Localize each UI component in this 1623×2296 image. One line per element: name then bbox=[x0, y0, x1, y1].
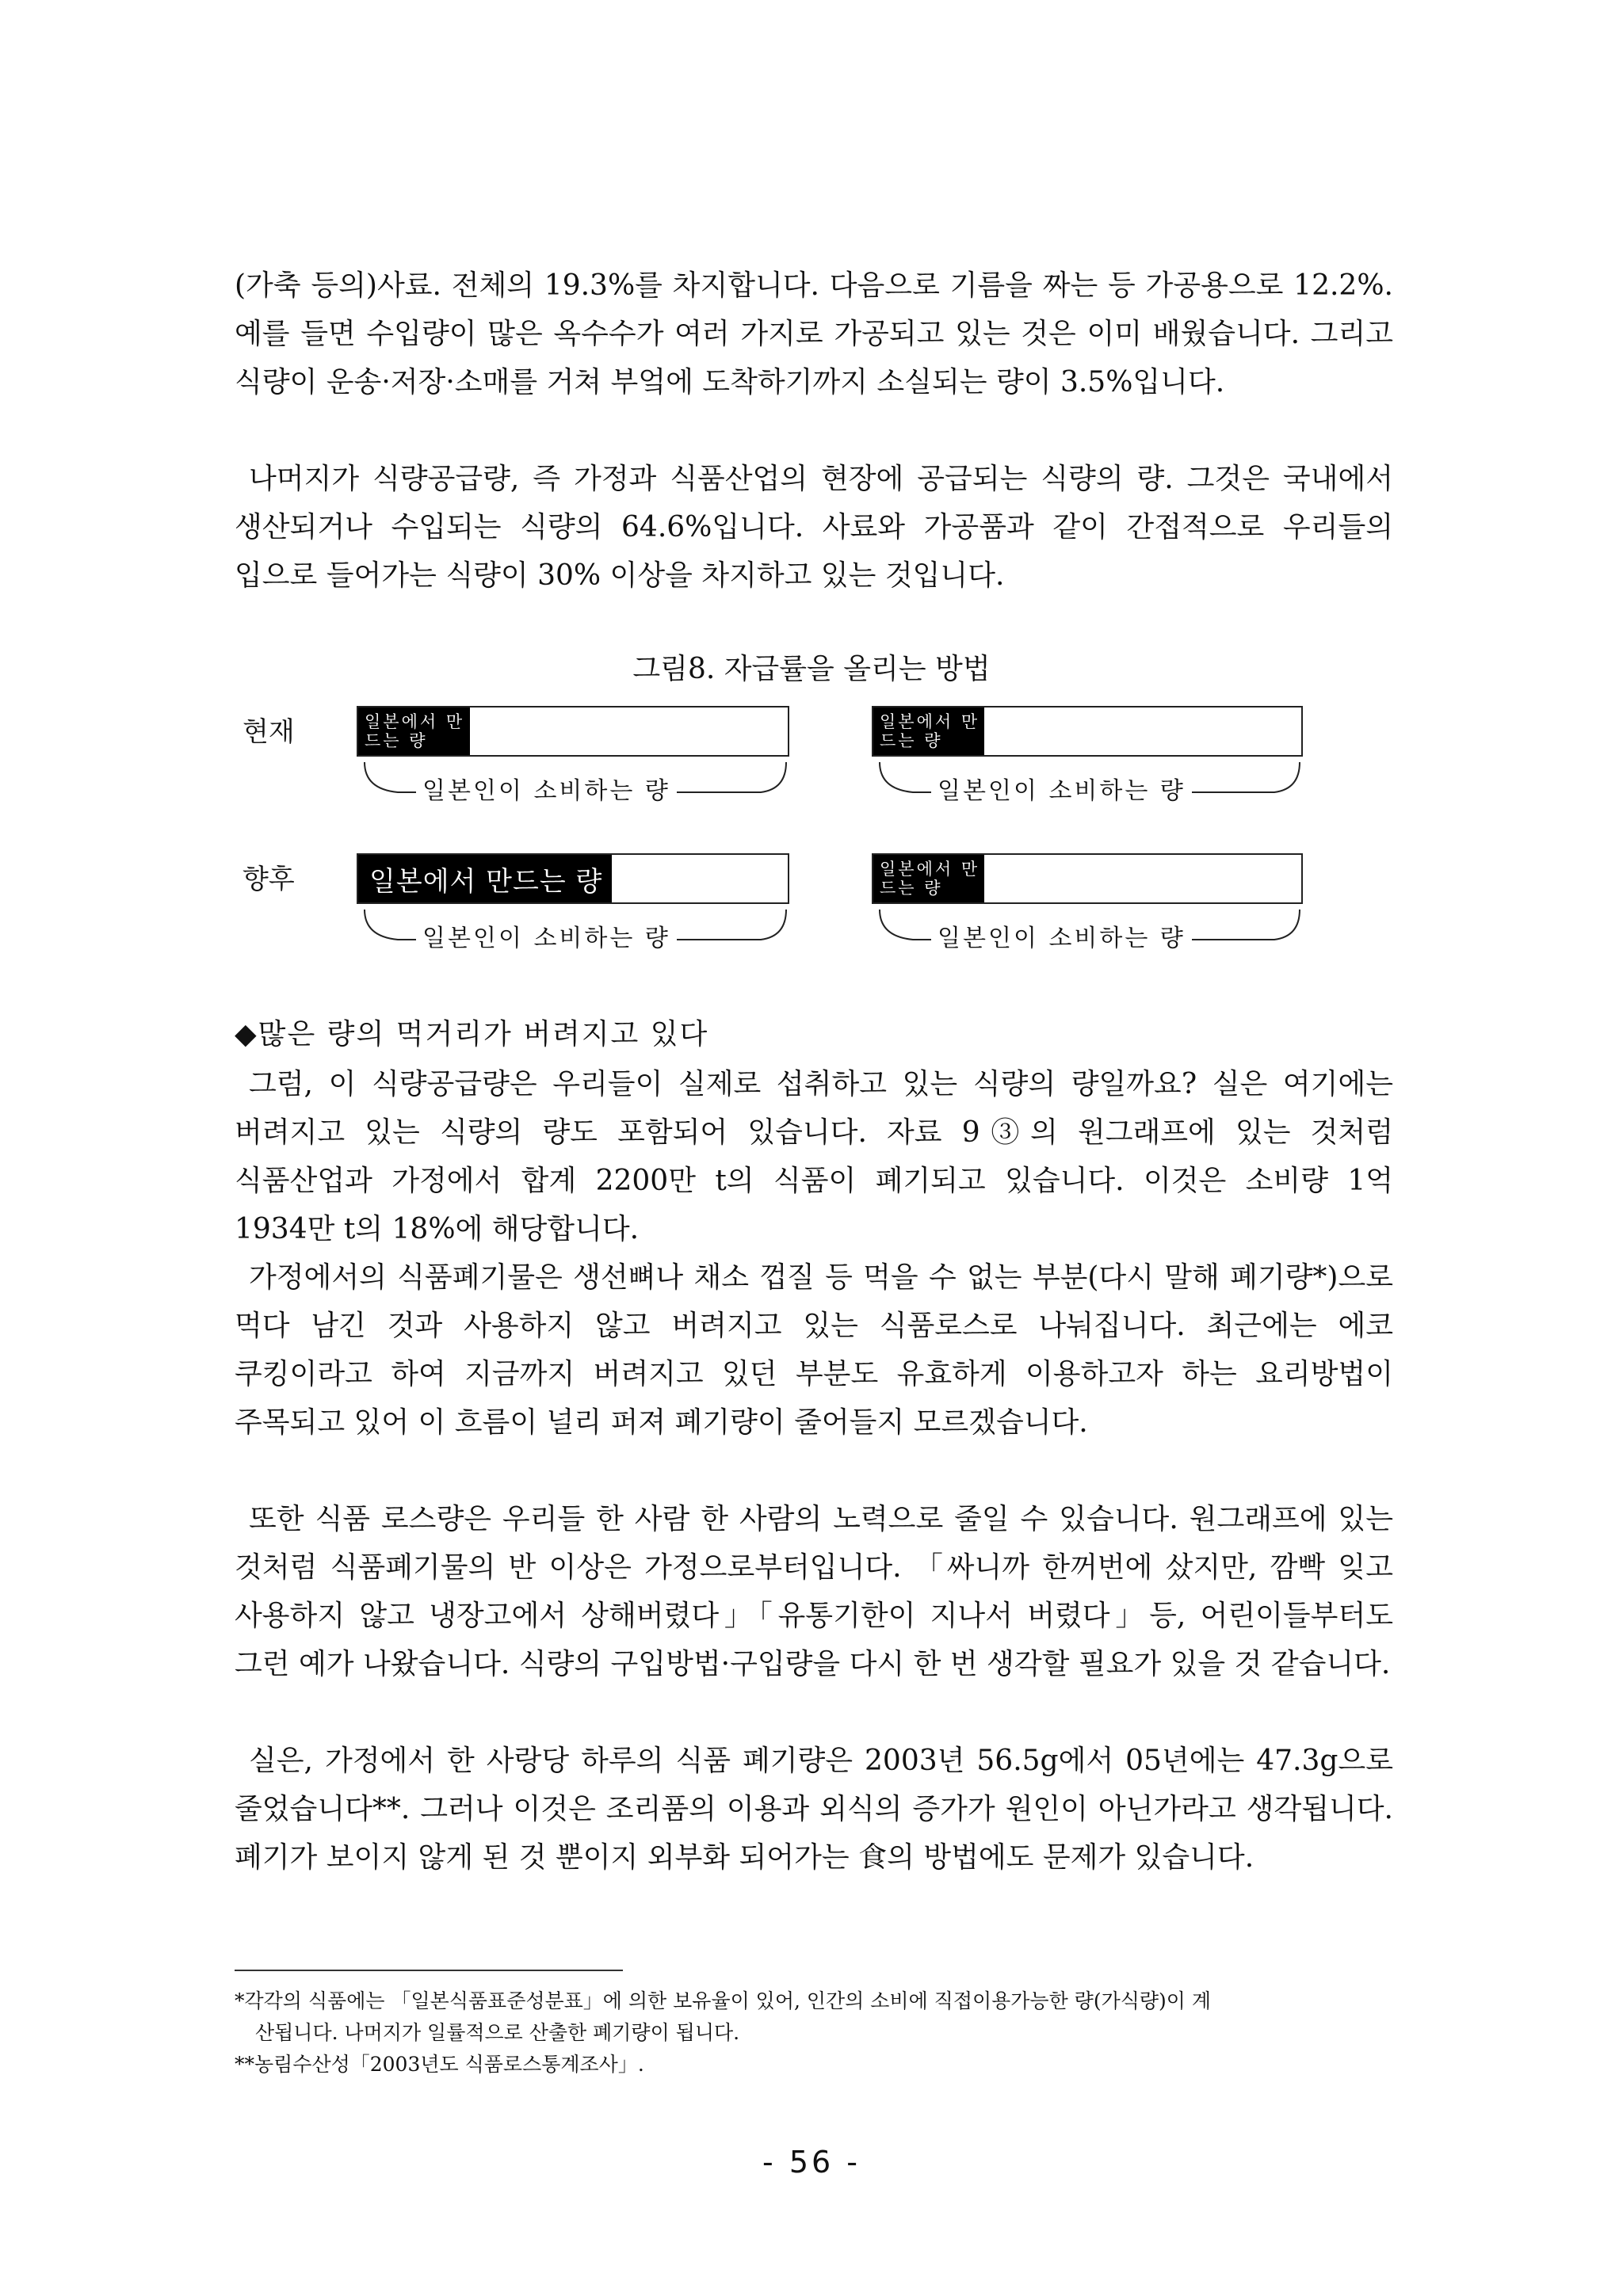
section-paragraph-1: 그럼, 이 식량공급량은 우리들이 실제로 섭취하고 있는 식량의 량일까요? 실은 여기에는 버려지고 있는 식량의 량도 포함되어 있습니다. 자료 9③의 원그래프에 있는 것처럼 식품산업과 가정에서 합계 2200만 t의 식품이 폐기되고 있습니다. 이것은 소비량 1억 1934만 t의 18%에 해당합니다. bbox=[235, 1068, 1393, 1245]
consumption-bar bbox=[872, 853, 1303, 904]
footnote-1-continued: 산됩니다. 나머지가 일률적으로 산출한 폐기량이 됩니다. bbox=[255, 2021, 740, 2044]
footnote-2: **농림수산성「2003년도 식품로스통계조사」. bbox=[235, 2053, 644, 2076]
row-label-future: 향후 bbox=[242, 864, 295, 895]
row-label-current: 현재 bbox=[242, 716, 295, 748]
consumption-label: 일본인이 소비하는 량 bbox=[931, 925, 1192, 953]
domestic-production-label: 일본에서 만드는 량 bbox=[365, 712, 465, 750]
consumption-bar bbox=[357, 706, 789, 757]
figure-title: 그림8. 자급률을 올리는 방법 bbox=[632, 653, 991, 685]
domestic-production-fill bbox=[358, 855, 612, 902]
section-paragraph-3: 또한 식품 로스량은 우리들 한 사람 한 사람의 노력으로 줄일 수 있습니다. 원그래프에 있는 것처럼 식품폐기물의 반 이상은 가정으로부터입니다. 「싸니까 한꺼번에 샀지만, 깜빡 잊고 사용하지 않고 냉장고에서 상해버렸다」「유통기한이 지나서 버렸다」등, 어린이들부터도 그런 예가 나왔습니다. 식량의 구입방법·구입량을 다시 한 번 생각할 필요가 있을 것 같습니다. bbox=[235, 1503, 1393, 1680]
consumption-label: 일본인이 소비하는 량 bbox=[416, 777, 677, 806]
page-number: - 56 - bbox=[762, 2145, 861, 2180]
domestic-production-label: 일본에서 만드는 량 bbox=[369, 865, 603, 898]
section-paragraph-4: 실은, 가정에서 한 사랑당 하루의 식품 폐기량은 2003년 56.5g에서 05년에는 47.3g으로 줄었습니다**. 그러나 이것은 조리품의 이용과 외식의 증가가 원인이 아닌가라고 생각됩니다. 폐기가 보이지 않게 된 것 뿐이지 외부화 되어가는 食의 방법에도 문제가 있습니다. bbox=[235, 1745, 1393, 1874]
domestic-production-label: 일본에서 만드는 량 bbox=[880, 712, 980, 750]
consumption-label: 일본인이 소비하는 량 bbox=[416, 925, 677, 953]
consumption-bar bbox=[872, 706, 1303, 757]
consumption-label: 일본인이 소비하는 량 bbox=[931, 777, 1192, 806]
section-paragraph-2: 가정에서의 식품폐기물은 생선뼈나 채소 껍질 등 먹을 수 없는 부분(다시 말해 폐기량*)으로 먹다 남긴 것과 사용하지 않고 버려지고 있는 식품로스로 나눠집니다. 최근에는 에코 쿠킹이라고 하여 지금까지 버려지고 있던 부분도 유효하게 이용하고자 하는 요리방법이 주목되고 있어 이 흐름이 널리 퍼져 폐기량이 줄어들지 모르겠습니다. bbox=[235, 1261, 1393, 1439]
consumption-bar bbox=[357, 853, 789, 904]
domestic-production-fill bbox=[873, 707, 984, 755]
footnote-1: *각각의 식품에는 「일본식품표준성분표」에 의한 보유율이 있어, 인간의 소비에 직접이용가능한 량(가식량)이 계 bbox=[235, 1989, 1212, 2012]
body-paragraph-1: (가축 등의)사료. 전체의 19.3%를 차지합니다. 다음으로 기름을 짜는 등 가공용으로 12.2%. 예를 들면 수입량이 많은 옥수수가 여러 가지로 가공되고 있는 것은 이미 배웠습니다. 그리고 식량이 운송·저장·소매를 거쳐 부엌에 도착하기까지 소실되는 량이 3.5%입니다. bbox=[235, 269, 1393, 399]
footnote-divider bbox=[235, 1970, 623, 1971]
domestic-production-fill bbox=[358, 707, 470, 755]
section-heading: ◆많은 량의 먹거리가 버려지고 있다 bbox=[235, 1018, 709, 1051]
domestic-production-fill bbox=[873, 855, 984, 902]
domestic-production-label: 일본에서 만드는 량 bbox=[880, 860, 980, 898]
body-paragraph-2: 나머지가 식량공급량, 즉 가정과 식품산업의 현장에 공급되는 식량의 량. 그것은 국내에서 생산되거나 수입되는 식량의 64.6%입니다. 사료와 가공품과 같이 간접적으로 우리들의 입으로 들어가는 식량이 30% 이상을 차지하고 있는 것입니다. bbox=[235, 463, 1393, 592]
